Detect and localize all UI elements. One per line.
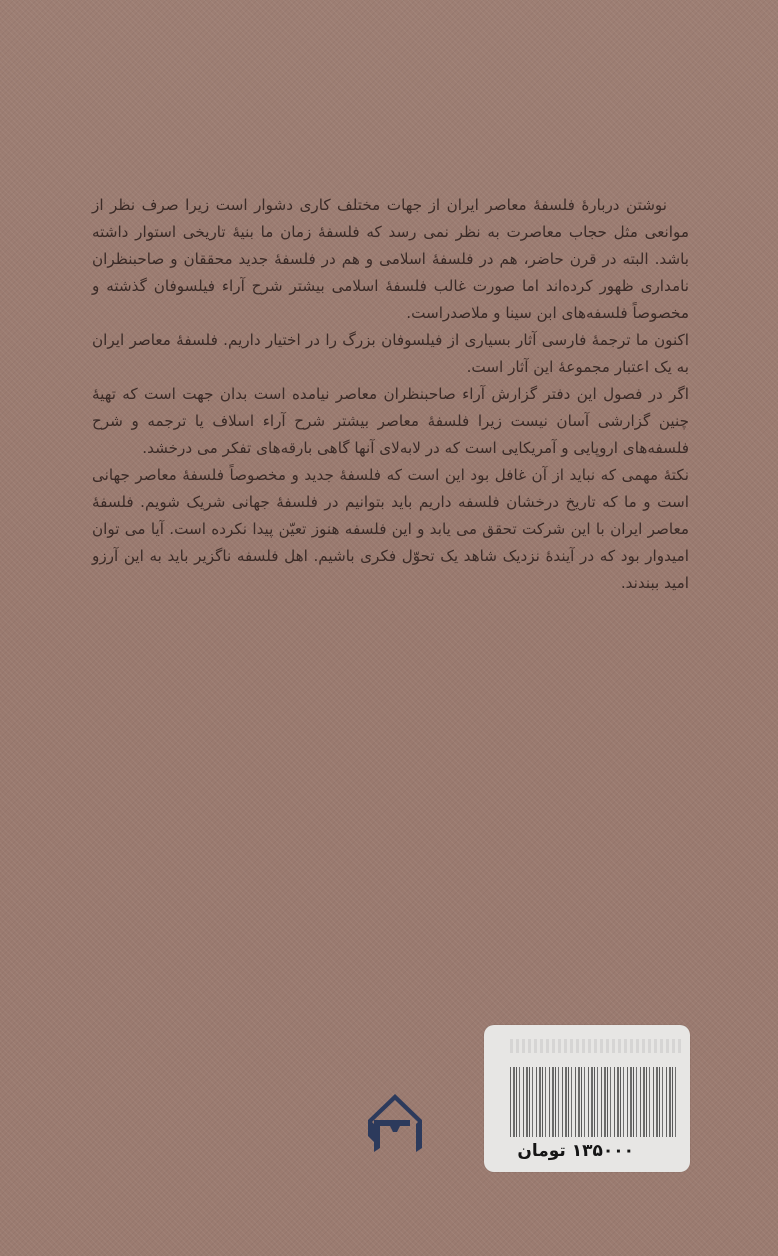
blurb-paragraph-1: نوشتن دربارهٔ فلسفهٔ معاصر ایران از جهات مختلف کاری دشوار است زیرا صرف نظر از موانعی مثل حجاب معاصرت به نظر نمی رسد که فلسفهٔ زمان ما بنیهٔ تاریخی استوار داشته باشد. البته در قرن حاضر، هم در فلسفهٔ اسلامی و هم در فلسفهٔ جدید محققان و صاحبنظران نامداری ظهور کرده‌اند اما صورت غالب فلسفهٔ اسلامی بیشتر شرح آراء فیلسوفان گذشته و مخصوصاً فلسفه‌های ابن سینا و ملاصدراست. — [92, 196, 689, 322]
barcode — [510, 1067, 678, 1137]
publisher-logo-icon — [360, 1090, 430, 1154]
blurb-paragraph-4: نکتهٔ مهمی که نباید از آن غافل بود این است که فلسفهٔ جدید و مخصوصاً فلسفهٔ معاصر جهانی است و ما که تاریخ درخشان فلسفه داریم باید بتوانیم در فلسفهٔ جهانی شریک شویم. فلسفهٔ معاصر ایران با این شرکت تحقق می یابد و این فلسفه هنوز تعیّن پیدا نکرده است. آیا می توان امیدوار بود که در آیندهٔ نزدیک شاهد یک تحوّل فکری باشیم. اهل فلسفه ناگزیر باید به این آرزو امید ببندند. — [92, 466, 689, 592]
blurb-paragraph-3: اگر در فصول این دفتر گزارش آراء صاحبنظران معاصر نیامده است بدان جهت است که تهیهٔ چنین گزارشی آسان نیست زیرا فلسفهٔ معاصر بیشتر شرح آراء اسلاف یا ترجمه و شرح فلسفه‌های اروپایی و آمریکایی است که در لابه‌لای آنها گاهی بارقه‌های تفکر می درخشد. — [92, 385, 689, 457]
blurb-text — [92, 192, 689, 597]
blurb-paragraph-2: اکنون ما ترجمهٔ فارسی آثار بسیاری از فیلسوفان بزرگ را در اختیار داریم. فلسفهٔ معاصر ایران به یک اعتبار مجموعهٔ این آثار است. — [92, 331, 689, 376]
isbn-text-faded — [510, 1039, 682, 1053]
price-barcode-sticker — [484, 1025, 690, 1172]
price-label: ۱۳۵۰۰۰ تومان — [517, 1141, 634, 1161]
